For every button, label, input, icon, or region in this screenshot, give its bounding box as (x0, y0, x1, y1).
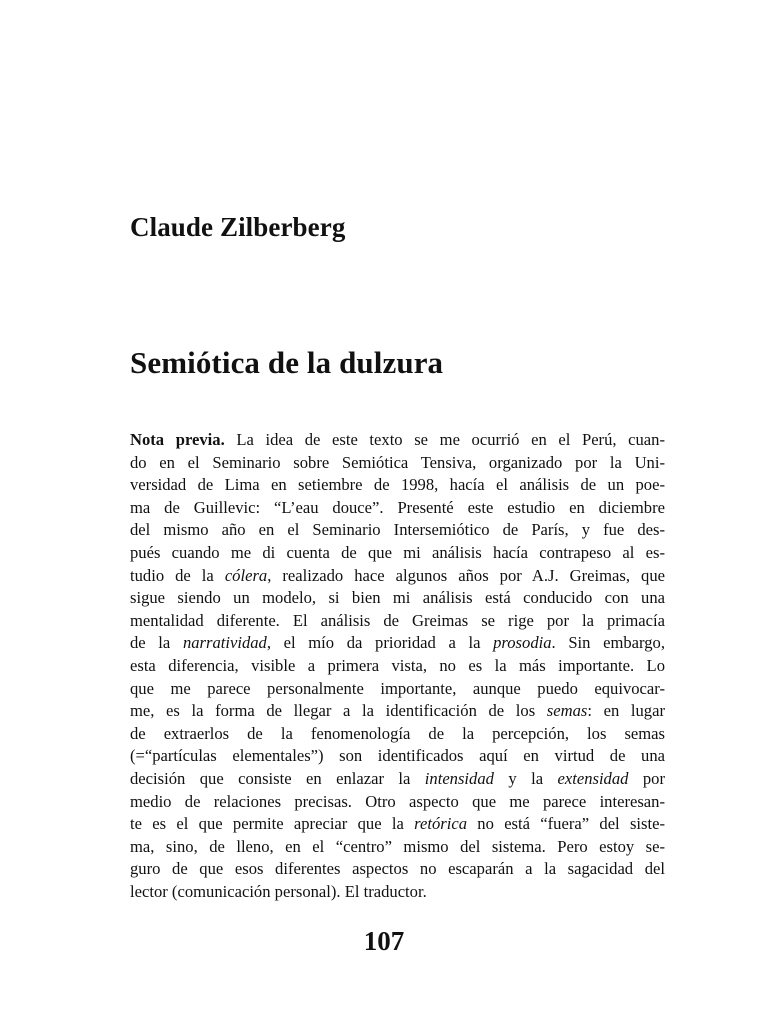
emphasis: prosodia (493, 633, 552, 653)
page-number: 107 (363, 926, 405, 956)
preliminary-note (130, 429, 665, 903)
note-line: lector (comunicación personal). El traductor. (130, 881, 427, 901)
line-segment: , el mío da prioridad a la (266, 633, 494, 653)
note-line (130, 429, 665, 452)
note-line: guro de que esos diferentes aspectos no escaparán a la sagacidad del (130, 859, 665, 879)
emphasis: intensidad (424, 768, 494, 788)
line-segment: : en lugar (587, 701, 665, 721)
line-segment: , realizado hace algunos años por A.J. Greimas, que (267, 565, 665, 585)
note-line: que me parece personalmente importante, aunque puedo equivocar- (130, 678, 665, 698)
note-line: versidad de Lima en setiembre de 1998, hacía el análisis de un poe- (130, 475, 665, 495)
note-line: sigue siendo un modelo, si bien mi análisis está conducido con una (130, 588, 665, 608)
note-line (130, 700, 665, 723)
note-line: ma, sino, de lleno, en el “centro” mismo del sistema. Pero estoy se- (130, 836, 665, 856)
note-line: de extraerlos de la fenomenología de la percepción, los semas (130, 723, 665, 743)
line-segment: La idea de este texto se me ocurrió en el Perú, cuan- (224, 430, 665, 449)
line-segment: tudio de la (130, 565, 225, 585)
emphasis: cólera (224, 565, 268, 585)
note-line (130, 813, 665, 836)
emphasis: extensidad (557, 768, 629, 788)
note-line (130, 632, 665, 655)
line-segment: de la (130, 633, 183, 653)
line-segment: decisión que consiste en enlazar la (130, 768, 425, 788)
author-name: Claude Zilberberg (130, 212, 346, 242)
line-segment: por (628, 768, 665, 788)
note-line: pués cuando me di cuenta de que mi análisis hacía contrapeso al es- (130, 542, 665, 562)
line-segment: no está “fuera” del siste- (467, 814, 665, 834)
line-segment: . Sin embargo, (551, 633, 666, 653)
line-segment: me, es la forma de llegar a la identificación de los (130, 701, 547, 721)
chapter-title: Semiótica de la dulzura (130, 345, 444, 380)
emphasis: retórica (414, 814, 467, 834)
emphasis: narratividad (182, 633, 267, 653)
note-line: del mismo año en el Seminario Intersemiótico de París, y fue des- (130, 520, 665, 540)
note-line: ma de Guillevic: “L’eau douce”. Presenté este estudio en diciembre (130, 497, 665, 517)
note-line: (=“partículas elementales”) son identificados aquí en virtud de una (130, 746, 665, 766)
note-line: mentalidad diferente. El análisis de Greimas se rige por la primacía (130, 610, 665, 630)
note-line: esta diferencia, visible a primera vista, no es la más importante. Lo (130, 655, 665, 675)
note-line (130, 768, 665, 791)
line-segment: te es el que permite apreciar que la (130, 814, 415, 834)
note-lead: Nota previa. (130, 430, 225, 449)
note-line (130, 565, 665, 588)
note-line: do en el Seminario sobre Semiótica Tensiva, organizado por la Uni- (130, 452, 665, 472)
note-line: medio de relaciones precisas. Otro aspecto que me parece interesan- (130, 791, 665, 811)
line-segment: y la (493, 768, 558, 788)
emphasis: semas (546, 701, 588, 721)
